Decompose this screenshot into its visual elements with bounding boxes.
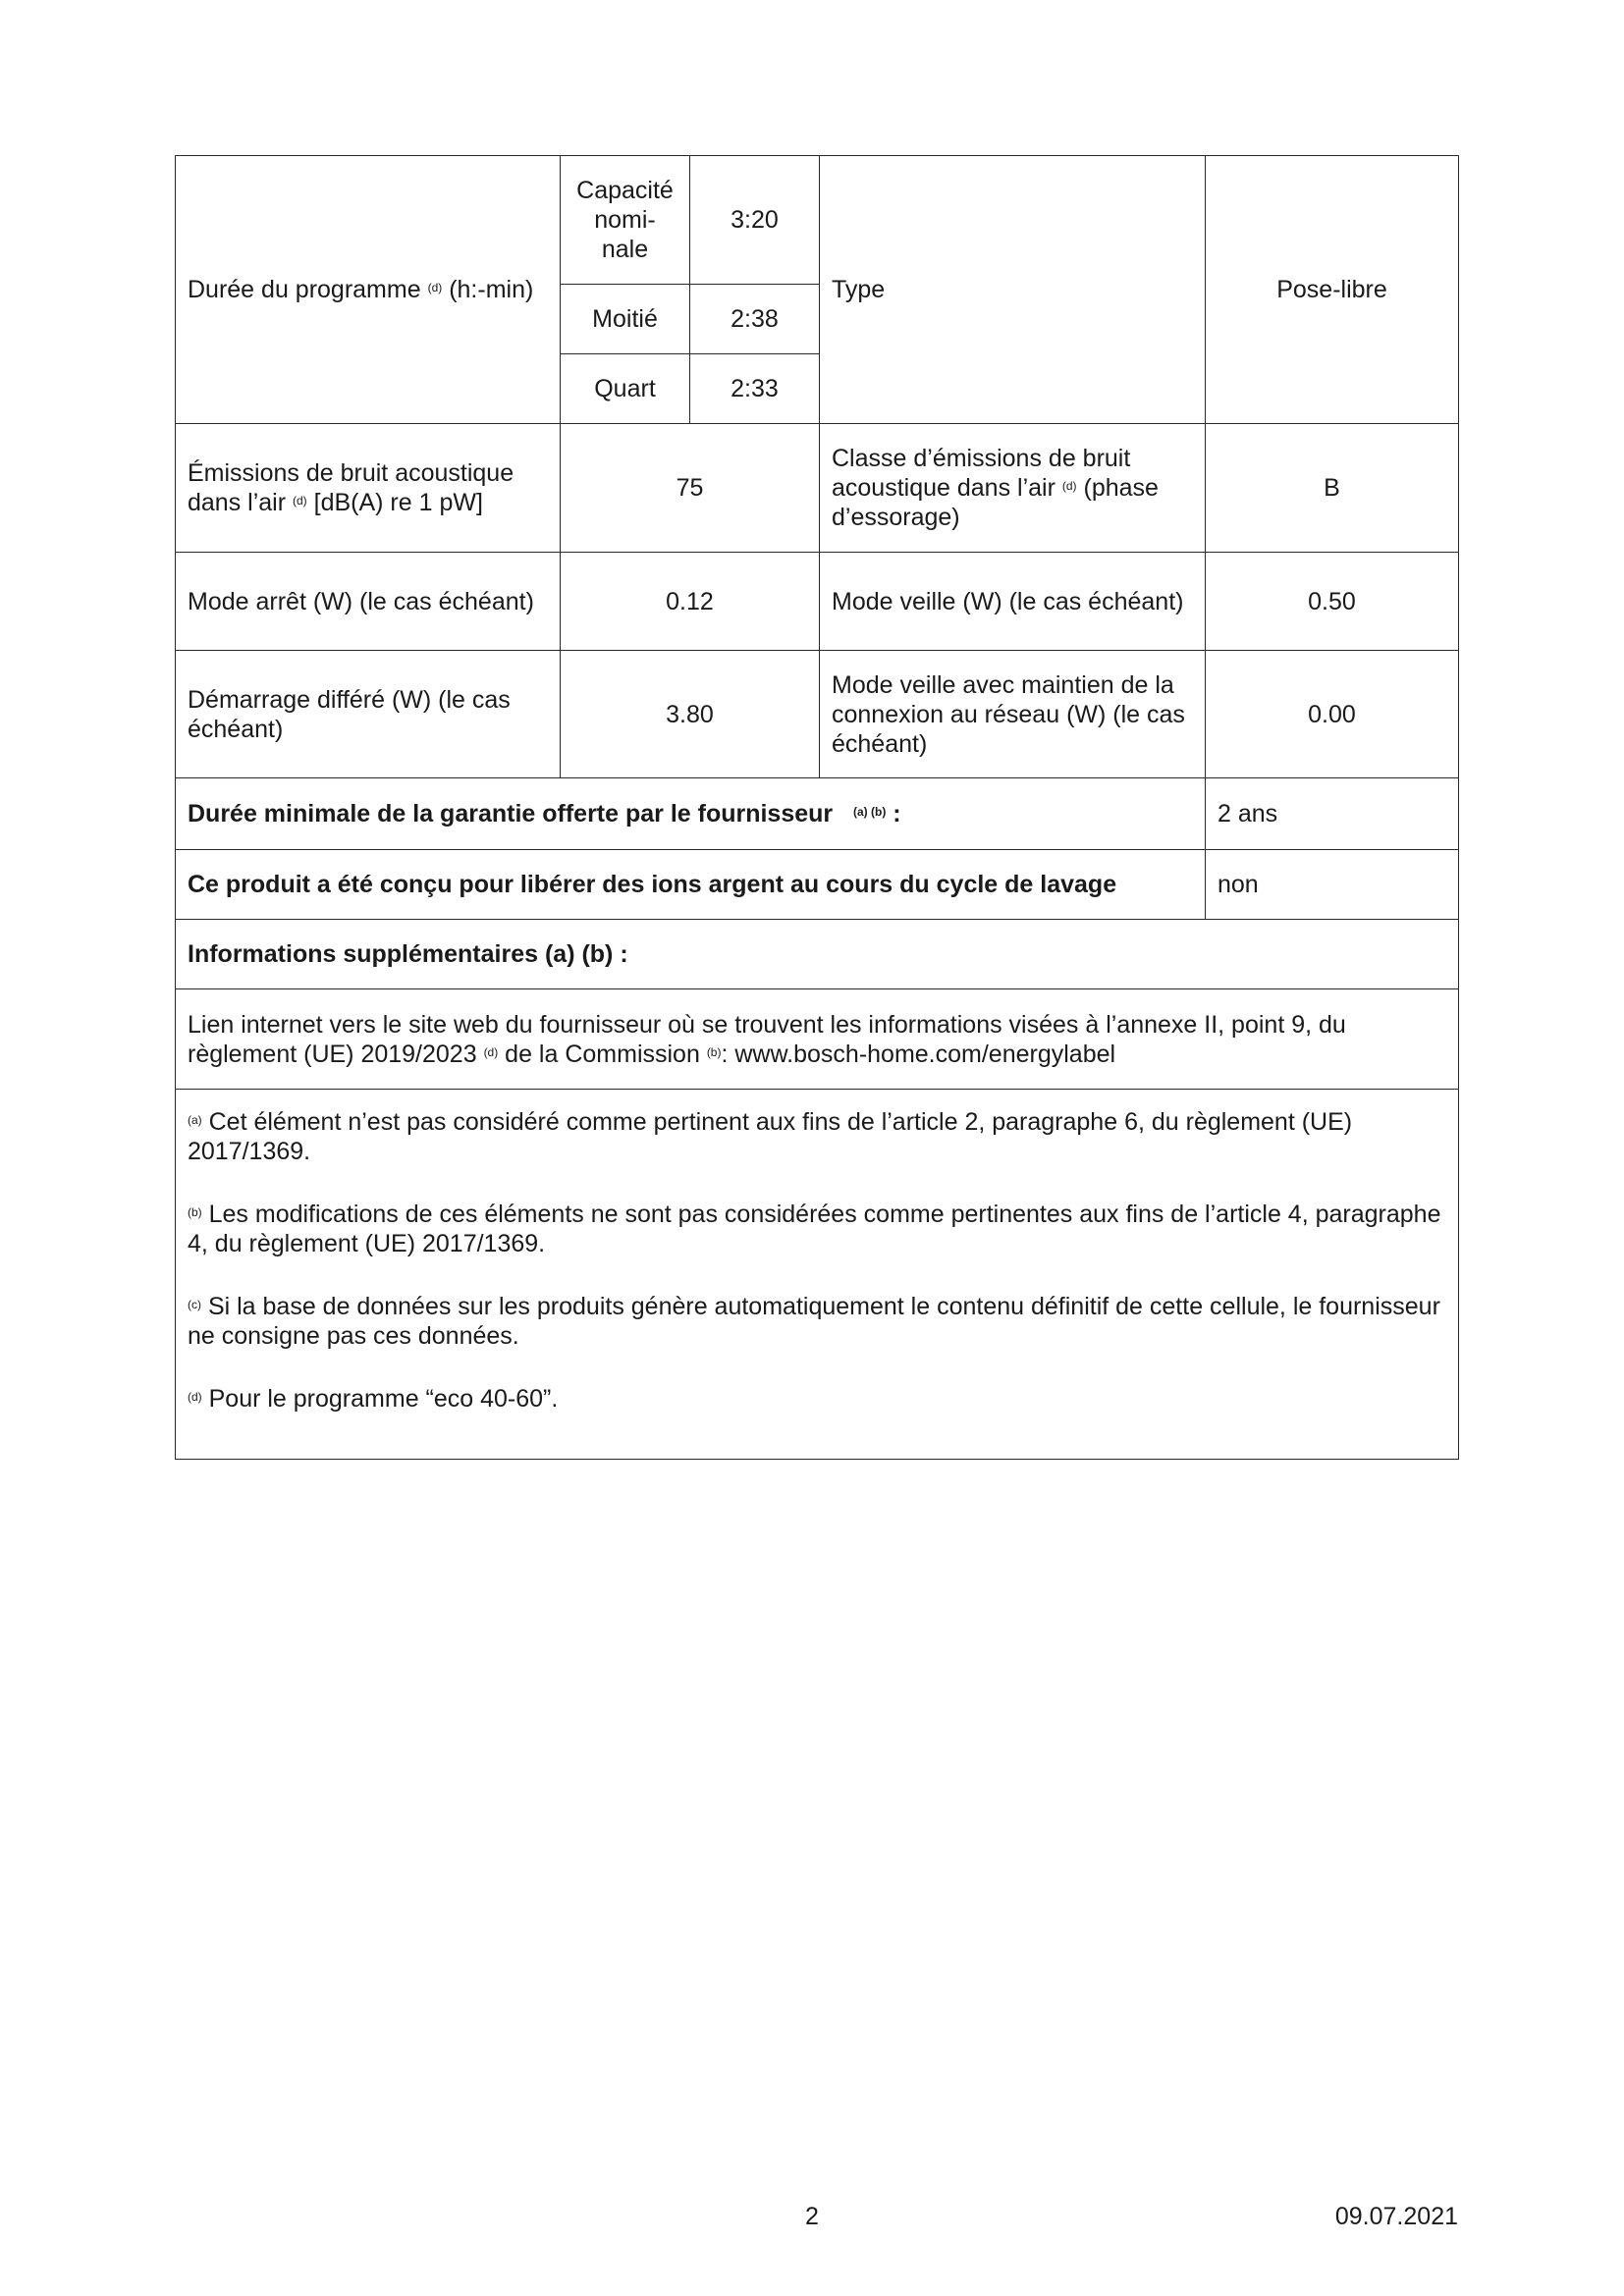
networked-standby-label: Mode veille avec maintien de la connexion au réseau (W) (le cas échéant) xyxy=(832,670,1185,758)
off-mode-value: 0.12 xyxy=(666,587,714,615)
duration-value: 3:20 xyxy=(731,206,779,234)
delay-start-value-cell xyxy=(561,651,820,778)
noise-unit: [dB(A) re 1 pW] xyxy=(306,489,483,516)
duration-label-cell xyxy=(176,156,561,424)
silver-ions-label: Ce produit a été conçu pour libérer des ions argent au cours du cycle de lavage xyxy=(188,871,1117,898)
footnote-ref: (b) xyxy=(706,1044,722,1059)
standby-value-cell xyxy=(1206,553,1459,651)
duration-value-cell xyxy=(690,285,820,354)
footnote-mark: (c) xyxy=(188,1298,201,1311)
duration-value: 2:33 xyxy=(731,375,779,402)
noise-value-cell xyxy=(561,424,820,553)
footnote-text: Si la base de données sur les produits génère automatiquement le contenu définitif de cette cellule, le fournisseur ne consigne pas ces données. xyxy=(188,1293,1440,1350)
noise-label-cell xyxy=(176,424,561,553)
table-row xyxy=(176,553,1459,651)
silver-ions-value-cell xyxy=(1206,850,1459,920)
website-text: de la Commission xyxy=(498,1040,707,1068)
footnote-ref: (a) (b) xyxy=(853,805,887,819)
type-value-cell xyxy=(1206,156,1459,424)
type-label: Type xyxy=(832,276,886,303)
standby-label-cell xyxy=(820,553,1206,651)
additional-info-label: Informations supplémentaires (a) (b) : xyxy=(188,940,628,968)
networked-standby-label-cell xyxy=(820,651,1206,778)
capacity-label: Moitié xyxy=(592,305,658,333)
footnote-text: Les modifications de ces éléments ne sont pas considérées comme pertinentes aux fins de l’article 4, paragraphe 4, du règlement (UE) 2017/1369. xyxy=(188,1201,1441,1257)
silver-ions-value: non xyxy=(1218,871,1259,898)
noise-value: 75 xyxy=(676,474,704,502)
capacity-label: Capacité nomi-nale xyxy=(576,177,674,263)
footnotes-cell xyxy=(176,1090,1459,1460)
footnote-ref: (d) xyxy=(427,281,443,294)
page-number: 2 xyxy=(805,2203,819,2230)
table-row xyxy=(176,651,1459,778)
duration-value-cell xyxy=(690,354,820,424)
additional-info-cell xyxy=(176,920,1459,989)
table-row xyxy=(176,989,1459,1090)
type-label-cell xyxy=(820,156,1206,424)
networked-standby-value-cell xyxy=(1206,651,1459,778)
warranty-label-cell xyxy=(176,778,1206,850)
table-row xyxy=(176,1090,1459,1460)
footnote-text: Cet élément n’est pas considéré comme pertinent aux fins de l’article 2, paragraphe 6, du règlement (UE) 2017/1369. xyxy=(188,1108,1353,1165)
warranty-label: Durée minimale de la garantie offerte par le fournisseur xyxy=(188,800,834,828)
footnote xyxy=(188,1292,1446,1351)
duration-value: 2:38 xyxy=(731,305,779,333)
website-url: : www.bosch-home.com/energylabel xyxy=(721,1040,1116,1068)
document-date: 09.07.2021 xyxy=(1334,2203,1458,2230)
noise-class-label: Classe d’émissions de bruit acoustique dans l’air xyxy=(832,445,1131,502)
table-row xyxy=(176,156,1459,285)
footnote xyxy=(188,1384,1446,1414)
noise-class-value: B xyxy=(1324,474,1340,502)
energy-info-table xyxy=(175,155,1459,1460)
delay-start-label: Démarrage différé (W) (le cas échéant) xyxy=(188,685,511,743)
footnote xyxy=(188,1107,1446,1166)
warranty-value: 2 ans xyxy=(1218,800,1278,828)
footnote-mark: (b) xyxy=(188,1205,202,1219)
footnote xyxy=(188,1200,1446,1258)
type-value: Pose-libre xyxy=(1276,276,1387,303)
website-text: Lien internet vers le site web du fournisseur où se trouvent les informations visées à l’annexe II, point 9, du règlement (UE) 2019/2023 xyxy=(188,1010,1346,1068)
off-mode-label: Mode arrêt (W) (le cas échéant) xyxy=(188,587,534,615)
noise-class-value-cell xyxy=(1206,424,1459,553)
capacity-label: Quart xyxy=(594,375,656,402)
noise-label: Émissions de bruit acoustique dans l’air xyxy=(188,459,514,516)
silver-ions-label-cell xyxy=(176,850,1206,920)
footnote-ref: (d) xyxy=(1061,479,1077,493)
capacity-cell xyxy=(561,354,690,424)
standby-value: 0.50 xyxy=(1308,587,1356,615)
off-mode-label-cell xyxy=(176,553,561,651)
table-row xyxy=(176,920,1459,989)
off-mode-value-cell xyxy=(561,553,820,651)
capacity-cell xyxy=(561,285,690,354)
footnote-ref: (d) xyxy=(483,1044,499,1059)
footnote-text: Pour le programme “eco 40-60”. xyxy=(201,1385,559,1413)
capacity-cell xyxy=(561,156,690,285)
table-row xyxy=(176,424,1459,553)
networked-standby-value: 0.00 xyxy=(1308,700,1356,728)
table-row xyxy=(176,850,1459,920)
noise-class-phase: (phase d’essorage) xyxy=(832,474,1159,531)
website-link-cell xyxy=(176,989,1459,1090)
duration-value-cell xyxy=(690,156,820,285)
standby-label: Mode veille (W) (le cas échéant) xyxy=(832,587,1184,615)
footnote-mark: (a) xyxy=(188,1113,202,1127)
footnote-ref: (d) xyxy=(293,494,307,507)
delay-start-label-cell xyxy=(176,651,561,778)
footnote-mark: (d) xyxy=(188,1390,202,1404)
warranty-colon: : xyxy=(886,800,901,828)
duration-label: Durée du programme xyxy=(188,276,421,303)
noise-class-label-cell xyxy=(820,424,1206,553)
delay-start-value: 3.80 xyxy=(666,700,714,728)
warranty-value-cell xyxy=(1206,778,1459,850)
table-row xyxy=(176,778,1459,850)
duration-unit: (h:-min) xyxy=(442,276,534,303)
